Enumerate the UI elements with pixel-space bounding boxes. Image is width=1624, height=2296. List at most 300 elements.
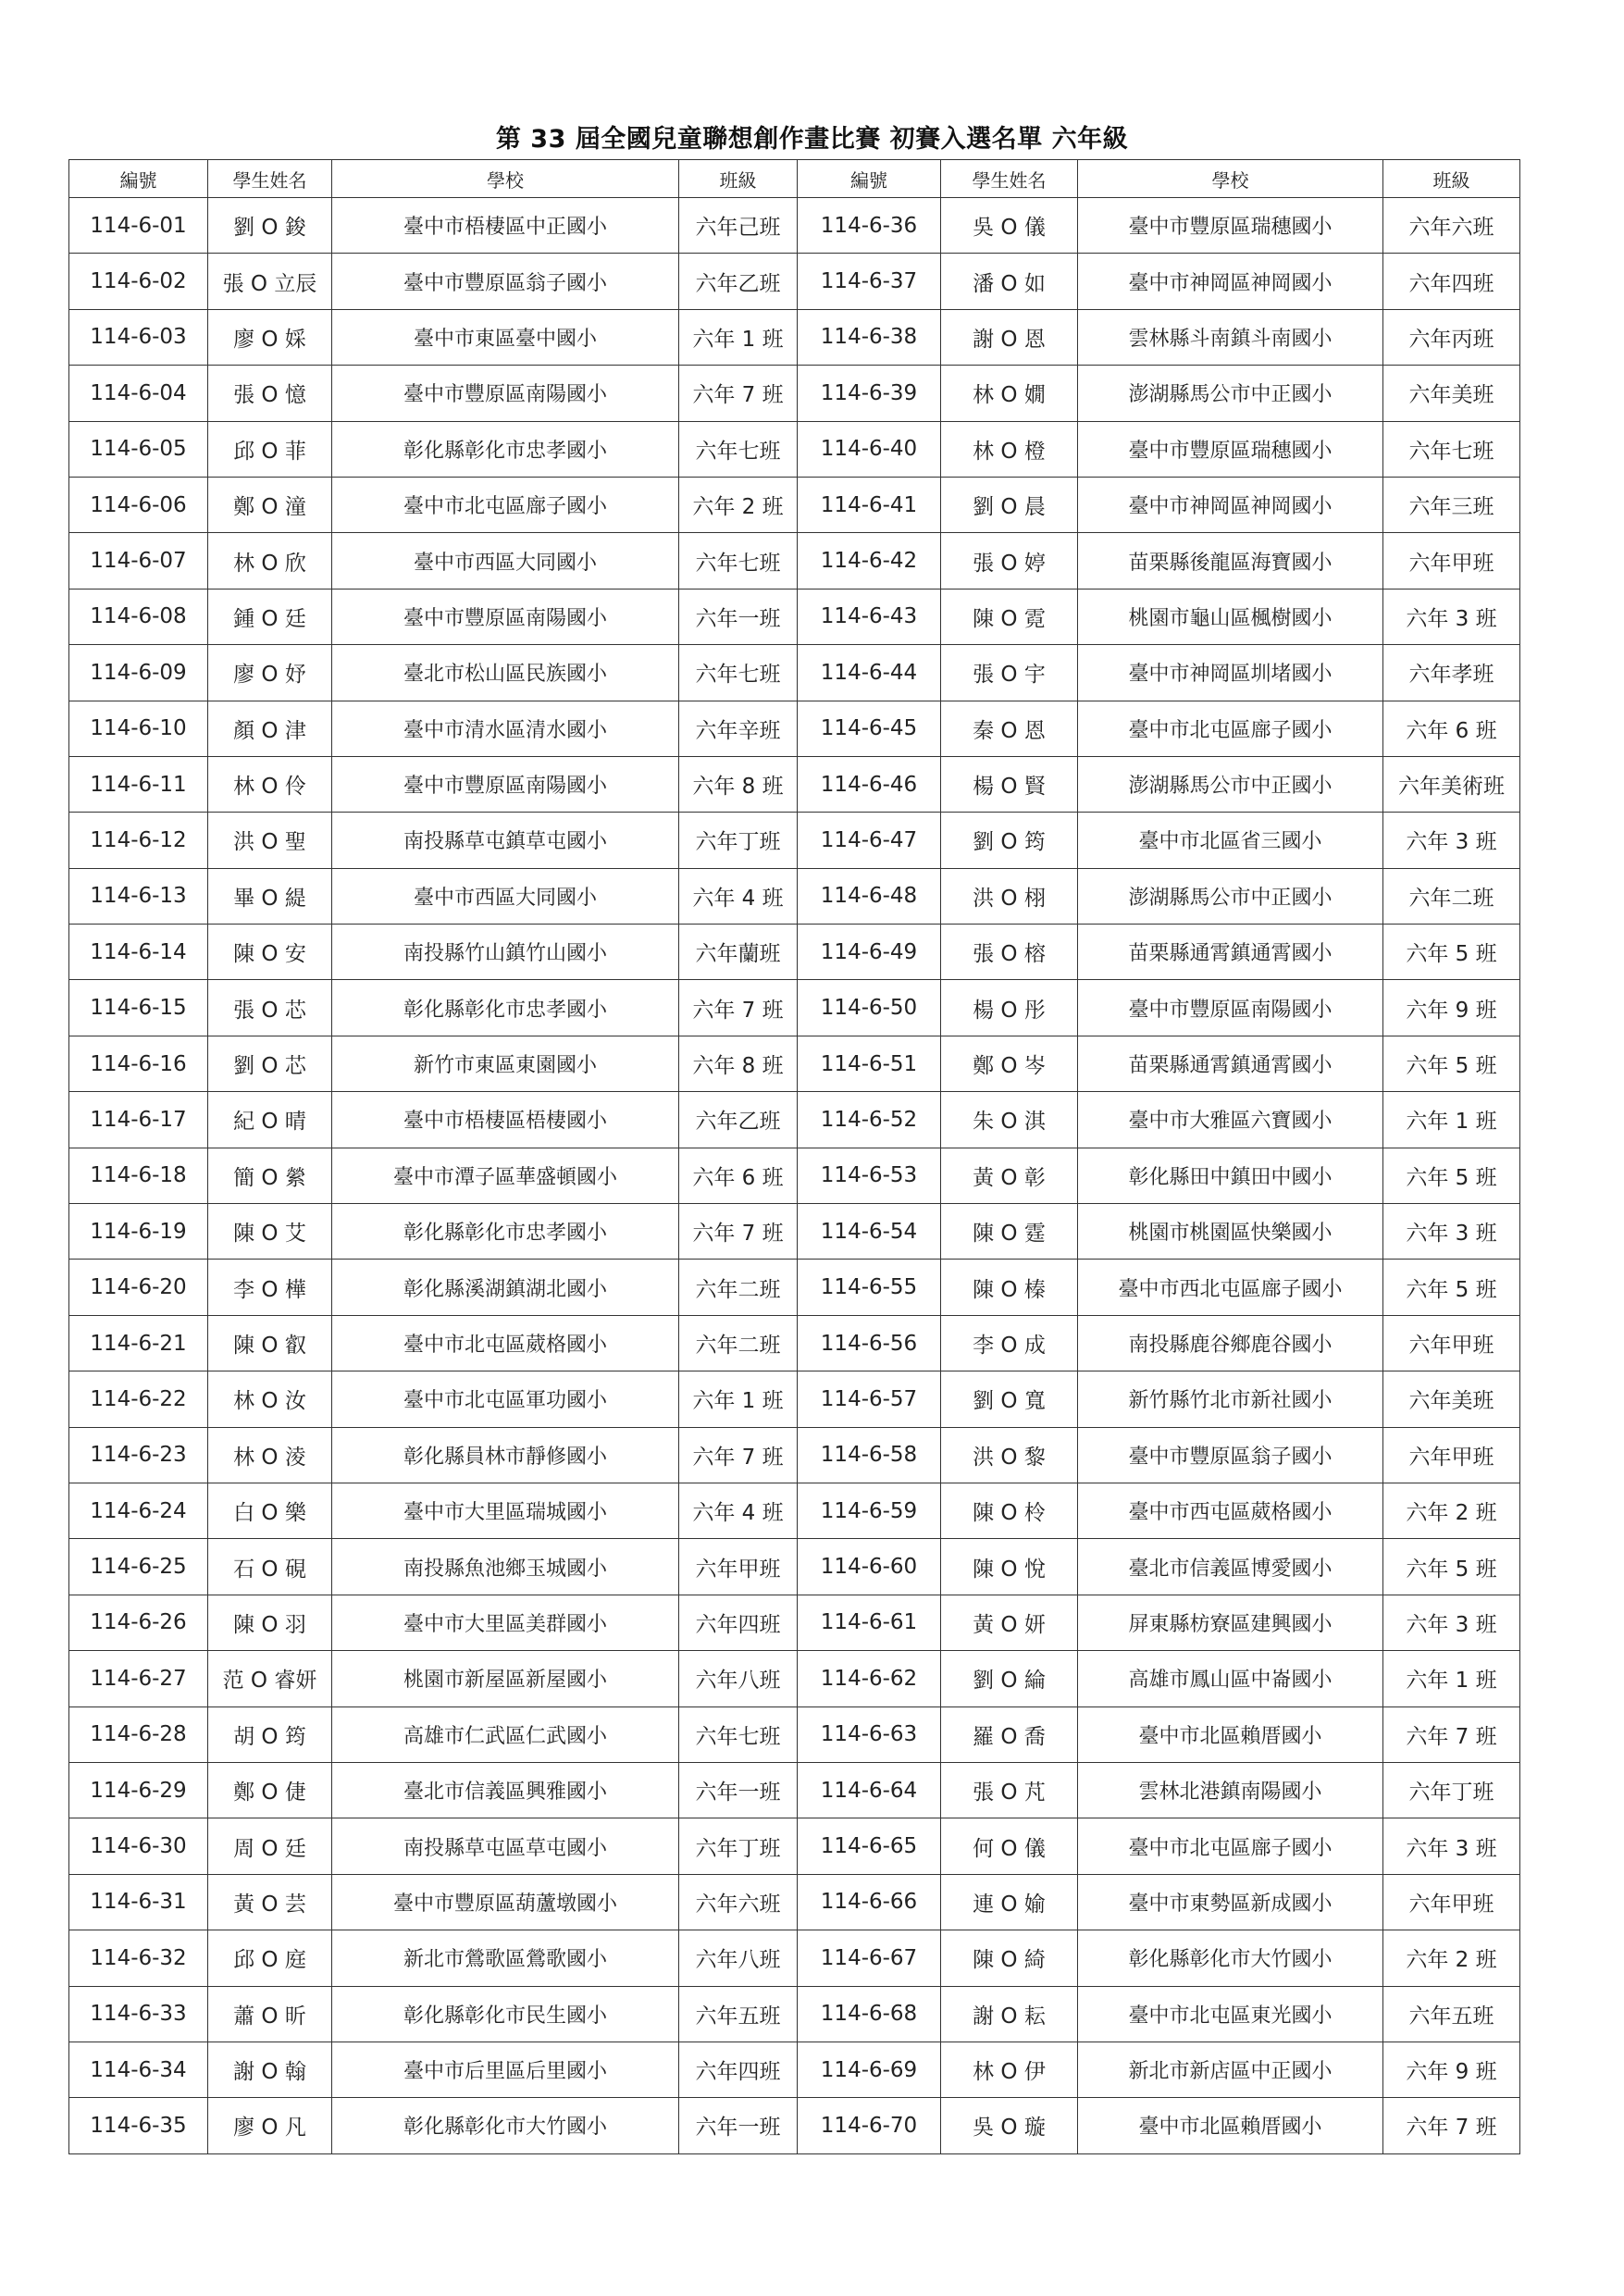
right-school-cell: 臺中市神岡區圳堵國小	[1078, 645, 1383, 701]
left-school-cell: 南投縣魚池鄉玉城國小	[332, 1539, 679, 1595]
left-class-cell: 六年一班	[679, 1762, 798, 1818]
left-student-name-cell: 石 O 硯	[208, 1539, 332, 1595]
header-left-class: 班級	[679, 160, 798, 198]
right-id-cell: 114-6-65	[798, 1818, 941, 1874]
right-id-cell: 114-6-54	[798, 1204, 941, 1260]
page-title: 第 33 屆全國兒童聯想創作畫比賽 初賽入選名單 六年級	[495, 125, 1129, 154]
table-row	[69, 309, 1520, 365]
right-id-cell: 114-6-39	[798, 366, 941, 421]
header-right-id: 編號	[798, 160, 941, 198]
left-id-cell: 114-6-04	[69, 366, 208, 421]
right-id-cell: 114-6-43	[798, 589, 941, 644]
left-class-cell: 六年一班	[679, 2098, 798, 2153]
table-row	[69, 868, 1520, 924]
right-school-cell: 臺中市東勢區新成國小	[1078, 1874, 1383, 1930]
left-school-cell: 臺北市松山區民族國小	[332, 645, 679, 701]
right-class-cell: 六年 2 班	[1383, 1930, 1520, 1986]
right-id-cell: 114-6-56	[798, 1315, 941, 1371]
right-id-cell: 114-6-42	[798, 533, 941, 589]
table-row	[69, 1818, 1520, 1874]
left-student-name-cell: 張 O 立辰	[208, 254, 332, 309]
left-class-cell: 六年六班	[679, 1874, 798, 1930]
right-student-name-cell: 劉 O 綸	[941, 1651, 1078, 1706]
left-school-cell: 臺中市后里區后里國小	[332, 2042, 679, 2097]
right-class-cell: 六年美術班	[1383, 756, 1520, 812]
right-id-cell: 114-6-44	[798, 645, 941, 701]
table-row	[69, 1539, 1520, 1595]
right-class-cell: 六年 3 班	[1383, 1818, 1520, 1874]
right-student-name-cell: 洪 O 栩	[941, 868, 1078, 924]
right-school-cell: 苗栗縣通霄鎮通霄國小	[1078, 1036, 1383, 1091]
right-class-cell: 六年丁班	[1383, 1762, 1520, 1818]
right-student-name-cell: 謝 O 耘	[941, 1986, 1078, 2042]
right-class-cell: 六年 2 班	[1383, 1483, 1520, 1538]
right-id-cell: 114-6-67	[798, 1930, 941, 1986]
right-school-cell: 臺中市北屯區東光國小	[1078, 1986, 1383, 2042]
right-id-cell: 114-6-48	[798, 868, 941, 924]
right-class-cell: 六年 6 班	[1383, 701, 1520, 756]
left-student-name-cell: 林 O 欣	[208, 533, 332, 589]
left-class-cell: 六年七班	[679, 645, 798, 701]
table-row	[69, 1371, 1520, 1427]
header-left-school: 學校	[332, 160, 679, 198]
left-class-cell: 六年 4 班	[679, 1483, 798, 1538]
right-class-cell: 六年 5 班	[1383, 1260, 1520, 1315]
left-student-name-cell: 周 O 廷	[208, 1818, 332, 1874]
left-student-name-cell: 林 O 汝	[208, 1371, 332, 1427]
right-id-cell: 114-6-45	[798, 701, 941, 756]
left-id-cell: 114-6-17	[69, 1092, 208, 1148]
left-school-cell: 臺中市大里區美群國小	[332, 1595, 679, 1650]
table-row	[69, 701, 1520, 756]
left-school-cell: 南投縣草屯區草屯國小	[332, 1818, 679, 1874]
left-id-cell: 114-6-13	[69, 868, 208, 924]
right-school-cell: 新竹縣竹北市新社國小	[1078, 1371, 1383, 1427]
right-id-cell: 114-6-59	[798, 1483, 941, 1538]
right-student-name-cell: 陳 O 榛	[941, 1260, 1078, 1315]
right-id-cell: 114-6-64	[798, 1762, 941, 1818]
left-class-cell: 六年四班	[679, 1595, 798, 1650]
right-student-name-cell: 劉 O 晨	[941, 477, 1078, 532]
right-id-cell: 114-6-36	[798, 198, 941, 254]
left-id-cell: 114-6-26	[69, 1595, 208, 1650]
right-school-cell: 臺中市北屯區廍子國小	[1078, 701, 1383, 756]
right-student-name-cell: 陳 O 霓	[941, 589, 1078, 644]
left-school-cell: 彰化縣彰化市忠孝國小	[332, 421, 679, 477]
right-student-name-cell: 林 O 橙	[941, 421, 1078, 477]
left-id-cell: 114-6-15	[69, 980, 208, 1036]
right-id-cell: 114-6-63	[798, 1706, 941, 1762]
left-id-cell: 114-6-07	[69, 533, 208, 589]
left-id-cell: 114-6-14	[69, 925, 208, 980]
left-student-name-cell: 黃 O 芸	[208, 1874, 332, 1930]
right-class-cell: 六年 7 班	[1383, 2098, 1520, 2153]
left-class-cell: 六年四班	[679, 2042, 798, 2097]
right-school-cell: 桃園市桃園區快樂國小	[1078, 1204, 1383, 1260]
table-row	[69, 421, 1520, 477]
left-id-cell: 114-6-18	[69, 1148, 208, 1203]
left-class-cell: 六年辛班	[679, 701, 798, 756]
right-student-name-cell: 潘 O 如	[941, 254, 1078, 309]
left-class-cell: 六年八班	[679, 1651, 798, 1706]
table-row	[69, 1874, 1520, 1930]
right-student-name-cell: 劉 O 筠	[941, 813, 1078, 868]
left-class-cell: 六年蘭班	[679, 925, 798, 980]
right-student-name-cell: 朱 O 淇	[941, 1092, 1078, 1148]
right-student-name-cell: 楊 O 賢	[941, 756, 1078, 812]
left-school-cell: 彰化縣員林市靜修國小	[332, 1427, 679, 1483]
left-id-cell: 114-6-08	[69, 589, 208, 644]
left-student-name-cell: 洪 O 聖	[208, 813, 332, 868]
left-student-name-cell: 鍾 O 廷	[208, 589, 332, 644]
left-id-cell: 114-6-20	[69, 1260, 208, 1315]
left-student-name-cell: 廖 O 妤	[208, 645, 332, 701]
left-student-name-cell: 謝 O 翰	[208, 2042, 332, 2097]
left-student-name-cell: 張 O 憶	[208, 366, 332, 421]
right-school-cell: 新北市新店區中正國小	[1078, 2042, 1383, 2097]
left-school-cell: 臺中市北屯區廍子國小	[332, 477, 679, 532]
left-student-name-cell: 胡 O 筠	[208, 1706, 332, 1762]
table-row	[69, 756, 1520, 812]
left-id-cell: 114-6-12	[69, 813, 208, 868]
right-class-cell: 六年丙班	[1383, 309, 1520, 365]
left-class-cell: 六年 4 班	[679, 868, 798, 924]
left-class-cell: 六年七班	[679, 1706, 798, 1762]
right-class-cell: 六年 1 班	[1383, 1651, 1520, 1706]
right-id-cell: 114-6-66	[798, 1874, 941, 1930]
right-id-cell: 114-6-50	[798, 980, 941, 1036]
left-class-cell: 六年 1 班	[679, 309, 798, 365]
table-row	[69, 1204, 1520, 1260]
table-row	[69, 1092, 1520, 1148]
right-school-cell: 臺中市豐原區南陽國小	[1078, 980, 1383, 1036]
left-school-cell: 臺中市東區臺中國小	[332, 309, 679, 365]
roster-body	[69, 198, 1520, 2154]
left-school-cell: 臺中市潭子區華盛頓國小	[332, 1148, 679, 1203]
right-school-cell: 臺中市北屯區廍子國小	[1078, 1818, 1383, 1874]
left-class-cell: 六年 8 班	[679, 756, 798, 812]
right-class-cell: 六年五班	[1383, 1986, 1520, 2042]
left-school-cell: 臺中市豐原區南陽國小	[332, 756, 679, 812]
right-school-cell: 高雄市鳳山區中崙國小	[1078, 1651, 1383, 1706]
right-id-cell: 114-6-51	[798, 1036, 941, 1091]
right-id-cell: 114-6-60	[798, 1539, 941, 1595]
right-id-cell: 114-6-61	[798, 1595, 941, 1650]
right-class-cell: 六年六班	[1383, 198, 1520, 254]
left-student-name-cell: 鄭 O 倢	[208, 1762, 332, 1818]
right-id-cell: 114-6-40	[798, 421, 941, 477]
right-id-cell: 114-6-70	[798, 2098, 941, 2153]
left-id-cell: 114-6-34	[69, 2042, 208, 2097]
left-class-cell: 六年 1 班	[679, 1371, 798, 1427]
left-school-cell: 高雄市仁武區仁武國小	[332, 1706, 679, 1762]
left-student-name-cell: 白 O 樂	[208, 1483, 332, 1538]
left-student-name-cell: 顏 O 津	[208, 701, 332, 756]
left-class-cell: 六年七班	[679, 421, 798, 477]
right-class-cell: 六年 1 班	[1383, 1092, 1520, 1148]
left-school-cell: 彰化縣彰化市大竹國小	[332, 2098, 679, 2153]
left-class-cell: 六年五班	[679, 1986, 798, 2042]
right-id-cell: 114-6-57	[798, 1371, 941, 1427]
left-class-cell: 六年己班	[679, 198, 798, 254]
table-row	[69, 1930, 1520, 1986]
right-id-cell: 114-6-58	[798, 1427, 941, 1483]
table-row	[69, 1483, 1520, 1538]
left-id-cell: 114-6-23	[69, 1427, 208, 1483]
left-student-name-cell: 林 O 伶	[208, 756, 332, 812]
table-row	[69, 925, 1520, 980]
left-student-name-cell: 簡 O 縈	[208, 1148, 332, 1203]
table-row	[69, 1427, 1520, 1483]
left-class-cell: 六年乙班	[679, 254, 798, 309]
table-row	[69, 1036, 1520, 1091]
table-row	[69, 1595, 1520, 1650]
left-id-cell: 114-6-09	[69, 645, 208, 701]
right-class-cell: 六年 3 班	[1383, 1595, 1520, 1650]
left-id-cell: 114-6-03	[69, 309, 208, 365]
right-id-cell: 114-6-47	[798, 813, 941, 868]
right-class-cell: 六年甲班	[1383, 1427, 1520, 1483]
left-school-cell: 臺中市清水區清水國小	[332, 701, 679, 756]
left-class-cell: 六年七班	[679, 533, 798, 589]
header-left-id: 編號	[69, 160, 208, 198]
right-class-cell: 六年 5 班	[1383, 1539, 1520, 1595]
left-class-cell: 六年丁班	[679, 813, 798, 868]
left-class-cell: 六年 7 班	[679, 980, 798, 1036]
left-class-cell: 六年 2 班	[679, 477, 798, 532]
right-school-cell: 臺中市北區省三國小	[1078, 813, 1383, 868]
left-school-cell: 臺中市北屯區葳格國小	[332, 1315, 679, 1371]
table-row	[69, 366, 1520, 421]
right-school-cell: 臺中市西屯區葳格國小	[1078, 1483, 1383, 1538]
right-id-cell: 114-6-49	[798, 925, 941, 980]
left-id-cell: 114-6-27	[69, 1651, 208, 1706]
left-school-cell: 新竹市東區東園國小	[332, 1036, 679, 1091]
left-student-name-cell: 鄭 O 潼	[208, 477, 332, 532]
left-school-cell: 新北市鶯歌區鶯歌國小	[332, 1930, 679, 1986]
right-id-cell: 114-6-52	[798, 1092, 941, 1148]
left-school-cell: 臺中市西區大同國小	[332, 868, 679, 924]
table-row	[69, 2042, 1520, 2097]
left-class-cell: 六年甲班	[679, 1539, 798, 1595]
right-id-cell: 114-6-46	[798, 756, 941, 812]
left-student-name-cell: 邱 O 庭	[208, 1930, 332, 1986]
table-row	[69, 198, 1520, 254]
left-student-name-cell: 李 O 樺	[208, 1260, 332, 1315]
right-school-cell: 彰化縣田中鎮田中國小	[1078, 1148, 1383, 1203]
right-school-cell: 雲林北港鎮南陽國小	[1078, 1762, 1383, 1818]
left-student-name-cell: 廖 O 婇	[208, 309, 332, 365]
right-student-name-cell: 李 O 成	[941, 1315, 1078, 1371]
right-school-cell: 臺中市豐原區瑞穗國小	[1078, 421, 1383, 477]
table-row	[69, 1315, 1520, 1371]
right-student-name-cell: 黃 O 彰	[941, 1148, 1078, 1203]
right-class-cell: 六年 3 班	[1383, 1204, 1520, 1260]
table-row	[69, 2098, 1520, 2153]
right-student-name-cell: 鄭 O 岑	[941, 1036, 1078, 1091]
left-id-cell: 114-6-29	[69, 1762, 208, 1818]
left-student-name-cell: 范 O 睿妍	[208, 1651, 332, 1706]
right-class-cell: 六年美班	[1383, 1371, 1520, 1427]
right-school-cell: 澎湖縣馬公市中正國小	[1078, 756, 1383, 812]
right-student-name-cell: 楊 O 彤	[941, 980, 1078, 1036]
left-id-cell: 114-6-28	[69, 1706, 208, 1762]
left-student-name-cell: 陳 O 叡	[208, 1315, 332, 1371]
right-school-cell: 苗栗縣通霄鎮通霄國小	[1078, 925, 1383, 980]
left-id-cell: 114-6-16	[69, 1036, 208, 1091]
right-student-name-cell: 林 O 嫺	[941, 366, 1078, 421]
left-id-cell: 114-6-06	[69, 477, 208, 532]
right-class-cell: 六年 9 班	[1383, 980, 1520, 1036]
right-school-cell: 臺中市神岡區神岡國小	[1078, 477, 1383, 532]
left-id-cell: 114-6-30	[69, 1818, 208, 1874]
table-row	[69, 813, 1520, 868]
left-id-cell: 114-6-22	[69, 1371, 208, 1427]
right-class-cell: 六年美班	[1383, 366, 1520, 421]
right-id-cell: 114-6-41	[798, 477, 941, 532]
left-school-cell: 臺中市大里區瑞城國小	[332, 1483, 679, 1538]
right-id-cell: 114-6-38	[798, 309, 941, 365]
table-row	[69, 477, 1520, 532]
right-class-cell: 六年七班	[1383, 421, 1520, 477]
right-class-cell: 六年 3 班	[1383, 589, 1520, 644]
right-class-cell: 六年三班	[1383, 477, 1520, 532]
left-id-cell: 114-6-25	[69, 1539, 208, 1595]
left-id-cell: 114-6-11	[69, 756, 208, 812]
left-school-cell: 彰化縣彰化市民生國小	[332, 1986, 679, 2042]
right-id-cell: 114-6-37	[798, 254, 941, 309]
right-class-cell: 六年 7 班	[1383, 1706, 1520, 1762]
right-school-cell: 臺中市北區賴厝國小	[1078, 1706, 1383, 1762]
header-left-student-name: 學生姓名	[208, 160, 332, 198]
header-row	[69, 160, 1520, 198]
left-class-cell: 六年丁班	[679, 1818, 798, 1874]
left-school-cell: 臺中市豐原區南陽國小	[332, 589, 679, 644]
table-row	[69, 254, 1520, 309]
right-class-cell: 六年甲班	[1383, 1315, 1520, 1371]
right-student-name-cell: 劉 O 寬	[941, 1371, 1078, 1427]
right-student-name-cell: 陳 O 悅	[941, 1539, 1078, 1595]
left-class-cell: 六年 8 班	[679, 1036, 798, 1091]
left-student-name-cell: 張 O 芯	[208, 980, 332, 1036]
right-school-cell: 彰化縣彰化市大竹國小	[1078, 1930, 1383, 1986]
left-school-cell: 南投縣竹山鎮竹山國小	[332, 925, 679, 980]
left-school-cell: 臺北市信義區興雅國小	[332, 1762, 679, 1818]
right-school-cell: 屏東縣枋寮區建興國小	[1078, 1595, 1383, 1650]
left-id-cell: 114-6-19	[69, 1204, 208, 1260]
left-school-cell: 彰化縣彰化市忠孝國小	[332, 980, 679, 1036]
right-student-name-cell: 陳 O 綺	[941, 1930, 1078, 1986]
left-class-cell: 六年八班	[679, 1930, 798, 1986]
left-school-cell: 南投縣草屯鎮草屯國小	[332, 813, 679, 868]
left-school-cell: 臺中市西區大同國小	[332, 533, 679, 589]
right-school-cell: 澎湖縣馬公市中正國小	[1078, 366, 1383, 421]
header-right-class: 班級	[1383, 160, 1520, 198]
right-school-cell: 桃園市龜山區楓樹國小	[1078, 589, 1383, 644]
right-student-name-cell: 張 O 榕	[941, 925, 1078, 980]
right-student-name-cell: 張 O 宇	[941, 645, 1078, 701]
left-id-cell: 114-6-24	[69, 1483, 208, 1538]
left-student-name-cell: 陳 O 羽	[208, 1595, 332, 1650]
left-class-cell: 六年 7 班	[679, 366, 798, 421]
left-school-cell: 彰化縣溪湖鎮湖北國小	[332, 1260, 679, 1315]
left-class-cell: 六年一班	[679, 589, 798, 644]
left-id-cell: 114-6-32	[69, 1930, 208, 1986]
right-student-name-cell: 何 O 儀	[941, 1818, 1078, 1874]
left-id-cell: 114-6-35	[69, 2098, 208, 2153]
left-id-cell: 114-6-31	[69, 1874, 208, 1930]
left-student-name-cell: 林 O 淩	[208, 1427, 332, 1483]
table-row	[69, 1148, 1520, 1203]
right-student-name-cell: 謝 O 恩	[941, 309, 1078, 365]
left-student-name-cell: 陳 O 艾	[208, 1204, 332, 1260]
right-school-cell: 臺中市西北屯區廍子國小	[1078, 1260, 1383, 1315]
left-school-cell: 桃園市新屋區新屋國小	[332, 1651, 679, 1706]
left-school-cell: 臺中市梧棲區梧棲國小	[332, 1092, 679, 1148]
left-id-cell: 114-6-10	[69, 701, 208, 756]
right-class-cell: 六年 3 班	[1383, 813, 1520, 868]
right-school-cell: 雲林縣斗南鎮斗南國小	[1078, 309, 1383, 365]
right-id-cell: 114-6-53	[798, 1148, 941, 1203]
left-school-cell: 臺中市豐原區翁子國小	[332, 254, 679, 309]
right-school-cell: 苗栗縣後龍區海寶國小	[1078, 533, 1383, 589]
right-school-cell: 臺中市北區賴厝國小	[1078, 2098, 1383, 2153]
right-id-cell: 114-6-68	[798, 1986, 941, 2042]
left-id-cell: 114-6-21	[69, 1315, 208, 1371]
right-school-cell: 南投縣鹿谷鄉鹿谷國小	[1078, 1315, 1383, 1371]
left-student-name-cell: 蕭 O 昕	[208, 1986, 332, 2042]
left-class-cell: 六年 6 班	[679, 1148, 798, 1203]
right-student-name-cell: 吳 O 璇	[941, 2098, 1078, 2153]
right-id-cell: 114-6-69	[798, 2042, 941, 2097]
right-school-cell: 臺北市信義區博愛國小	[1078, 1539, 1383, 1595]
right-id-cell: 114-6-62	[798, 1651, 941, 1706]
right-class-cell: 六年甲班	[1383, 533, 1520, 589]
left-class-cell: 六年乙班	[679, 1092, 798, 1148]
header-right-student-name: 學生姓名	[941, 160, 1078, 198]
left-class-cell: 六年 7 班	[679, 1204, 798, 1260]
left-student-name-cell: 邱 O 菲	[208, 421, 332, 477]
right-student-name-cell: 張 O 婷	[941, 533, 1078, 589]
roster-table	[68, 159, 1520, 2154]
right-student-name-cell: 林 O 伊	[941, 2042, 1078, 2097]
table-row	[69, 589, 1520, 644]
left-class-cell: 六年 7 班	[679, 1427, 798, 1483]
right-student-name-cell: 洪 O 黎	[941, 1427, 1078, 1483]
right-student-name-cell: 陳 O 柃	[941, 1483, 1078, 1538]
right-student-name-cell: 吳 O 儀	[941, 198, 1078, 254]
left-school-cell: 臺中市豐原區葫蘆墩國小	[332, 1874, 679, 1930]
header-right-school: 學校	[1078, 160, 1383, 198]
left-id-cell: 114-6-01	[69, 198, 208, 254]
left-student-name-cell: 劉 O 鋑	[208, 198, 332, 254]
right-school-cell: 臺中市豐原區瑞穗國小	[1078, 198, 1383, 254]
right-class-cell: 六年甲班	[1383, 1874, 1520, 1930]
left-school-cell: 臺中市梧棲區中正國小	[332, 198, 679, 254]
left-student-name-cell: 紀 O 晴	[208, 1092, 332, 1148]
table-row	[69, 533, 1520, 589]
left-class-cell: 六年二班	[679, 1315, 798, 1371]
right-school-cell: 臺中市大雅區六寶國小	[1078, 1092, 1383, 1148]
right-class-cell: 六年 5 班	[1383, 925, 1520, 980]
left-student-name-cell: 畢 O 緹	[208, 868, 332, 924]
table-row	[69, 1706, 1520, 1762]
right-class-cell: 六年二班	[1383, 868, 1520, 924]
right-student-name-cell: 羅 O 喬	[941, 1706, 1078, 1762]
left-student-name-cell: 劉 O 芯	[208, 1036, 332, 1091]
right-school-cell: 臺中市豐原區翁子國小	[1078, 1427, 1383, 1483]
right-id-cell: 114-6-55	[798, 1260, 941, 1315]
